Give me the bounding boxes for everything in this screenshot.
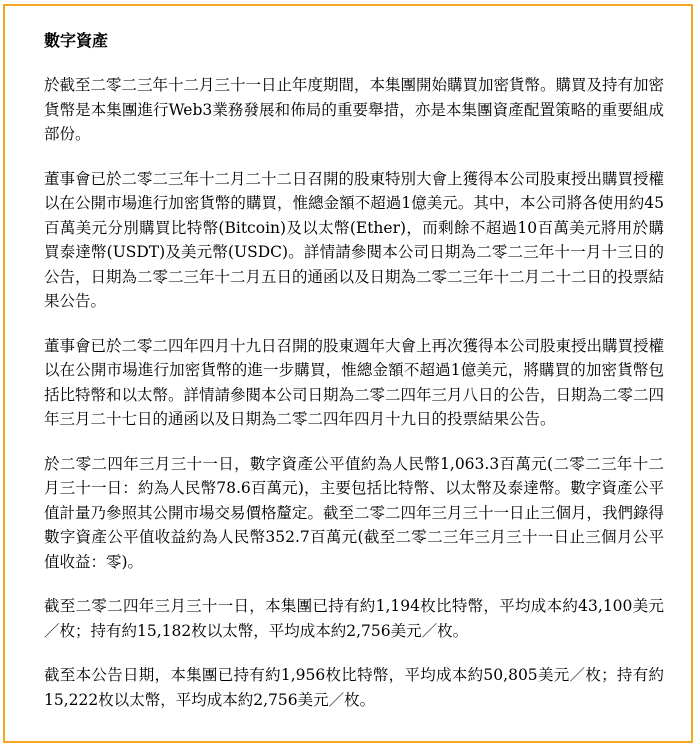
- document-content: [44, 29, 664, 732]
- paragraph-agm-authorization: 董事會已於二零二四年四月十九日召開的股東週年大會上再次獲得本公司股東授出購買授權以在公開市場進行加密貨幣的進一步購買，惟總金額不超過1億美元，將購買的加密貨幣包括比特幣和以太幣。詳情請參閱本公司日期為二零二四年三月八日的公告，日期為二零二四年三月二十七日的通函以及日期為二零二四年四月十九日的投票結果公告。: [44, 336, 665, 428]
- paragraph-crypto-purchase-start: 於截至二零二三年十二月三十一日止年度期間，本集團開始購買加密貨幣。購買及持有加密貨幣是本集團進行Web3業務發展和佈局的重要舉措，亦是本集團資產配置策略的重要組成部份。: [44, 76, 665, 143]
- paragraph-holdings-march: 截至二零二四年三月三十一日，本集團已持有約1,194枚比特幣，平均成本約43,100美元／枚；持有約15,182枚以太幣，平均成本約2,756美元／枚。: [44, 597, 664, 640]
- section-title: 數字資產: [44, 31, 109, 50]
- paragraph-egm-authorization: 董事會已於二零二三年十二月二十二日召開的股東特別大會上獲得本公司股東授出購買授權以在公開市場進行加密貨幣的購買，惟總金額不超過1億美元。其中，本公司將各使用約45百萬美元分別購買比特幣(Bitcoin)及以太幣(Ether)，而剩餘不超過10百萬美元將用於購買泰達幣(USDT)及美元幣(USDC)。詳情請參閱本公司日期為二零二三年十一月十三日的公告，日期為二零二三年十二月五日的通函以及日期為二零二三年十二月二十二日的投票結果公告。: [44, 169, 665, 310]
- document-frame: [3, 4, 693, 743]
- paragraph-holdings-current: 截至本公告日期，本集團已持有約1,956枚比特幣，平均成本約50,805美元／枚；持有約15,222枚以太幣，平均成本約2,756美元／枚。: [44, 666, 664, 709]
- paragraph-fair-value: 於二零二四年三月三十一日，數字資產公平值約為人民幣1,063.3百萬元(二零二三年十二月三十一日：約為人民幣78.6百萬元)，主要包括比特幣、以太幣及泰達幣。數字資產公平值計量乃參照其公開市場交易價格釐定。截至二零二四年三月三十一日止三個月，我們錄得數字資產公平值收益約為人民幣352.7百萬元(截至二零二三年三月三十一日止三個月公平值收益：零)。: [44, 454, 665, 571]
